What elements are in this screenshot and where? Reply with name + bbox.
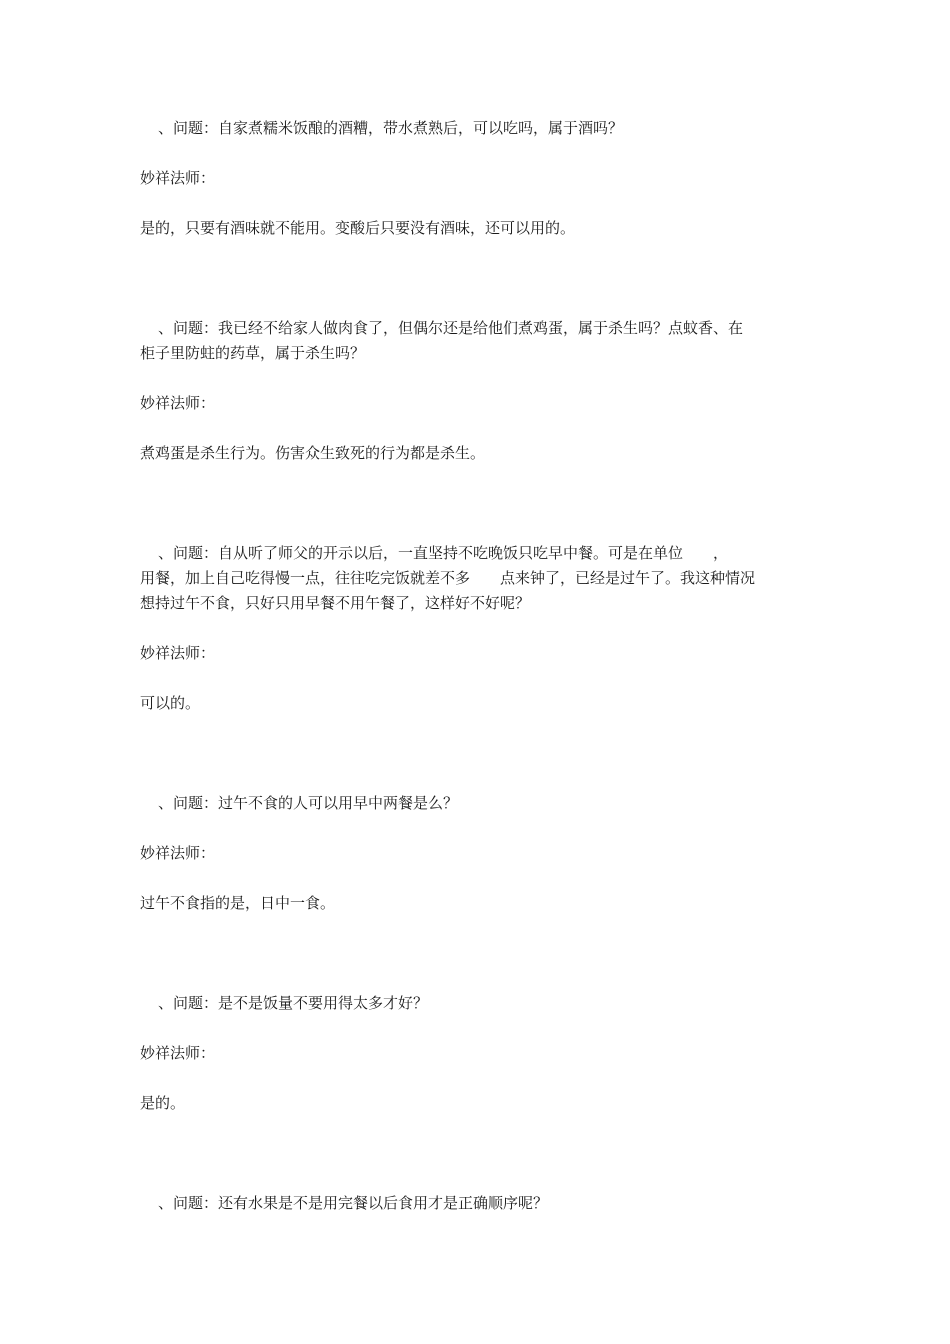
speaker-4: 妙祥法师： — [140, 844, 216, 862]
question-2-line-2: 柜子里防蛀的药草，属于杀生吗？ — [140, 344, 366, 362]
question-3-line-2: 用餐，加上自己吃得慢一点，往往吃完饭就差不多 点来钟了，已经是过午了。我这种情况 — [140, 569, 756, 587]
answer-3: 可以的。 — [140, 694, 201, 712]
speaker-5: 妙祥法师： — [140, 1044, 216, 1062]
question-1: 、问题：自家煮糯米饭酿的酒糟，带水煮熟后，可以吃吗，属于酒吗？ — [158, 119, 624, 137]
speaker-1: 妙祥法师： — [140, 169, 216, 187]
answer-5: 是的。 — [140, 1094, 186, 1112]
speaker-3: 妙祥法师： — [140, 644, 216, 662]
question-3-line-3: 想持过午不食，只好只用早餐不用午餐了，这样好不好呢？ — [140, 594, 531, 612]
question-6: 、问题：还有水果是不是用完餐以后食用才是正确顺序呢？ — [158, 1194, 549, 1212]
answer-4: 过午不食指的是，日中一食。 — [140, 894, 336, 912]
answer-2: 煮鸡蛋是杀生行为。伤害众生致死的行为都是杀生。 — [140, 444, 486, 462]
question-2-line-1: 、问题：我已经不给家人做肉食了，但偶尔还是给他们煮鸡蛋，属于杀生吗？点蚊香、在 — [158, 319, 744, 337]
question-5: 、问题：是不是饭量不要用得太多才好？ — [158, 994, 429, 1012]
question-4: 、问题：过午不食的人可以用早中两餐是么？ — [158, 794, 459, 812]
speaker-2: 妙祥法师： — [140, 394, 216, 412]
answer-1: 是的，只要有酒味就不能用。变酸后只要没有酒味，还可以用的。 — [140, 219, 576, 237]
question-3-line-1: 、问题：自从听了师父的开示以后，一直坚持不吃晚饭只吃早中餐。可是在单位 ， — [158, 544, 729, 562]
